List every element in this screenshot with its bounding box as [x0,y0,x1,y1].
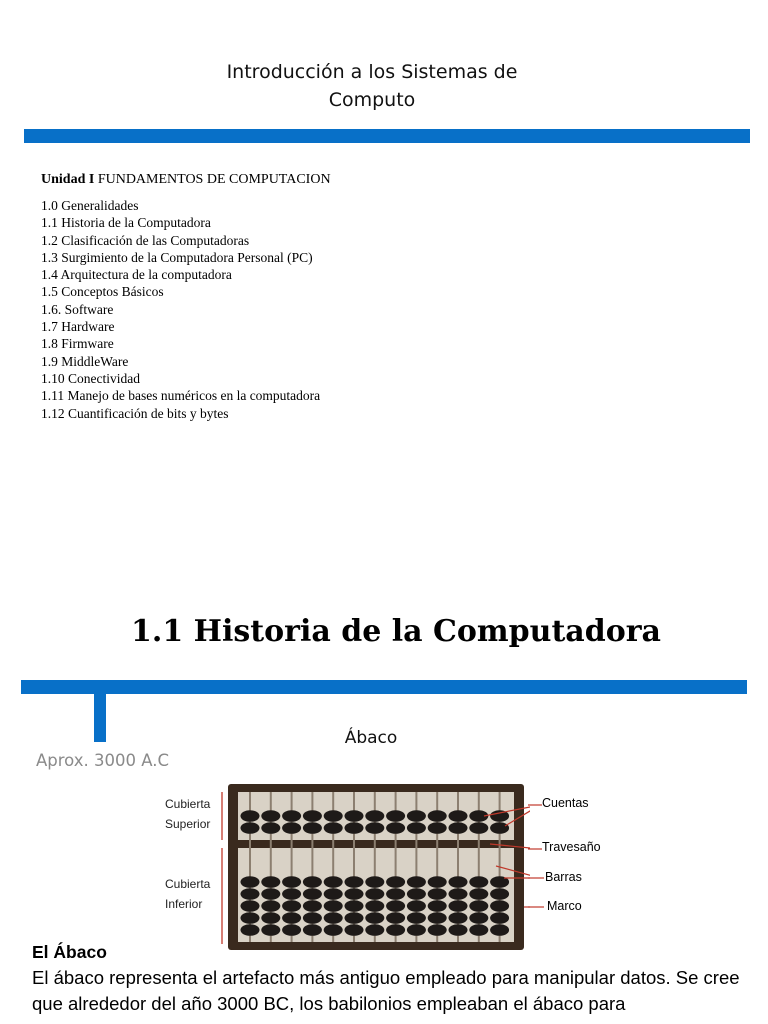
abacus-bead [282,900,301,912]
abacus-bead [345,876,364,888]
abacus-bead [303,876,322,888]
abacus-bead [386,888,405,900]
abacus-bead [407,888,426,900]
abacus-bead [241,924,260,936]
slide-title [0,58,744,114]
abacus-bead [261,876,280,888]
abacus-bead [261,924,280,936]
abacus-bead [449,924,468,936]
abacus-bead [241,810,260,822]
abacus-bead [303,924,322,936]
abacus-bead [365,810,384,822]
abacus-bead [303,888,322,900]
section-title: 1.1 Historia de la Computadora [131,614,661,649]
abacus-bead [282,810,301,822]
label-cuentas: Cuentas [542,796,589,810]
abacus-bead [241,876,260,888]
abacus-bead [469,900,488,912]
abacus-beam [234,840,518,848]
abacus-bead [345,912,364,924]
body-paragraph: El ábaco representa el artefacto más antiguo empleado para manipular datos. Se cree que alrededor del año 3000 BC, los babilonios empleaban el ábaco para [32,967,740,1014]
toc-item: 1.1 Historia de la Computadora [41,215,211,231]
abacus-bead [303,822,322,834]
abacus-bead [303,912,322,924]
abacus-bead [241,888,260,900]
abacus-bead [324,876,343,888]
abacus-bead [324,888,343,900]
abacus-bead [324,822,343,834]
toc-item: 1.2 Clasificación de las Computadoras [41,232,250,248]
label-marco: Marco [547,899,582,913]
abacus-bead [261,810,280,822]
abacus-bead [241,822,260,834]
abacus-bead [365,900,384,912]
abacus-bead [365,888,384,900]
abacus-bead [386,810,405,822]
title-rule [24,129,750,143]
unit-heading [41,172,331,188]
abacus-bead [449,888,468,900]
abacus-bead [324,924,343,936]
figure-title: Ábaco [344,728,398,748]
abacus-bead [261,900,280,912]
label-barras: Barras [545,870,582,884]
abacus-bead [345,888,364,900]
abacus-bead [365,876,384,888]
label-cubierta-superior-2: Superior [165,817,211,831]
toc-item: 1.4 Arquitectura de la computadora [41,267,232,283]
abacus-bead [345,822,364,834]
abacus-bead [428,924,447,936]
leader-extensions [528,798,544,910]
toc-item: 1.8 Firmware [41,336,114,352]
toc-item: 1.7 Hardware [41,319,115,335]
abacus-bead [386,912,405,924]
abacus-bead [469,876,488,888]
toc-item: 1.12 Cuantificación de bits y bytes [41,405,229,421]
abacus-bead [386,822,405,834]
abacus-bead [490,888,509,900]
abacus-bead [428,912,447,924]
abacus-bead [282,924,301,936]
abacus-bead [428,888,447,900]
abacus-bead [428,876,447,888]
abacus-bead [324,900,343,912]
label-cubierta-inferior-1: Cubierta [165,877,211,891]
abacus-bead [241,912,260,924]
unit-label: Unidad I [41,172,95,187]
abacus-bead [428,810,447,822]
abacus-bead [407,912,426,924]
abacus-bead [386,900,405,912]
abacus-bead [469,912,488,924]
abacus-bead [261,912,280,924]
toc-item: 1.11 Manejo de bases numéricos en la computadora [41,388,321,404]
abacus-bead [407,876,426,888]
abacus-bead [469,924,488,936]
abacus-bead [303,900,322,912]
abacus-bead [469,888,488,900]
toc-item: 1.10 Conectividad [41,370,140,386]
abacus-bead [407,822,426,834]
slide-title-line1: Introducción a los Sistemas de [226,61,518,83]
abacus-bead [386,876,405,888]
abacus-bead [282,912,301,924]
label-cubierta-inferior-2: Inferior [165,897,203,911]
abacus-bead [282,822,301,834]
abacus-bead [428,822,447,834]
abacus-bead [324,810,343,822]
unit-title: FUNDAMENTOS DE COMPUTACION [97,172,331,187]
abacus-bead [490,822,509,834]
abacus-bead [345,900,364,912]
abacus-bead [261,822,280,834]
abacus-bead [324,912,343,924]
section-heading: El Ábaco [32,942,107,962]
abacus-bead [449,900,468,912]
abacus-bead [261,888,280,900]
toc-item: 1.0 Generalidades [41,198,139,213]
abacus-bead [303,810,322,822]
abacus-bead [365,912,384,924]
toc-item: 1.9 MiddleWare [41,353,129,369]
slide-title-line2: Computo [328,89,416,111]
timeline-date: Aprox. 3000 A.C [36,751,170,770]
abacus-bead [386,924,405,936]
toc-item: 1.5 Conceptos Básicos [41,284,164,300]
abacus-bead [345,810,364,822]
toc-list [41,197,331,422]
abacus-bead [449,876,468,888]
abacus-bead [407,900,426,912]
abacus-bead [449,912,468,924]
abacus-bead [490,912,509,924]
abacus-bead [345,924,364,936]
abacus-illustration [160,778,530,958]
abacus-bead [449,822,468,834]
abacus-bead [490,900,509,912]
abacus-bead [365,822,384,834]
abacus-bead [282,888,301,900]
toc-item: 1.6. Software [41,301,114,317]
abacus-bead [407,924,426,936]
label-travesano: Travesaño [542,840,601,854]
label-cubierta-superior-1: Cubierta [165,797,211,811]
abacus-bead [449,810,468,822]
abacus-bead [407,810,426,822]
abacus-bead [428,900,447,912]
toc-item: 1.3 Surgimiento de la Computadora Personal (PC) [41,249,313,265]
section-rule [21,680,747,694]
abacus-bead [282,876,301,888]
table-of-contents [41,172,331,422]
abacus-bead [241,900,260,912]
abacus-bead [365,924,384,936]
abacus-bead [469,822,488,834]
abacus-bead [490,924,509,936]
